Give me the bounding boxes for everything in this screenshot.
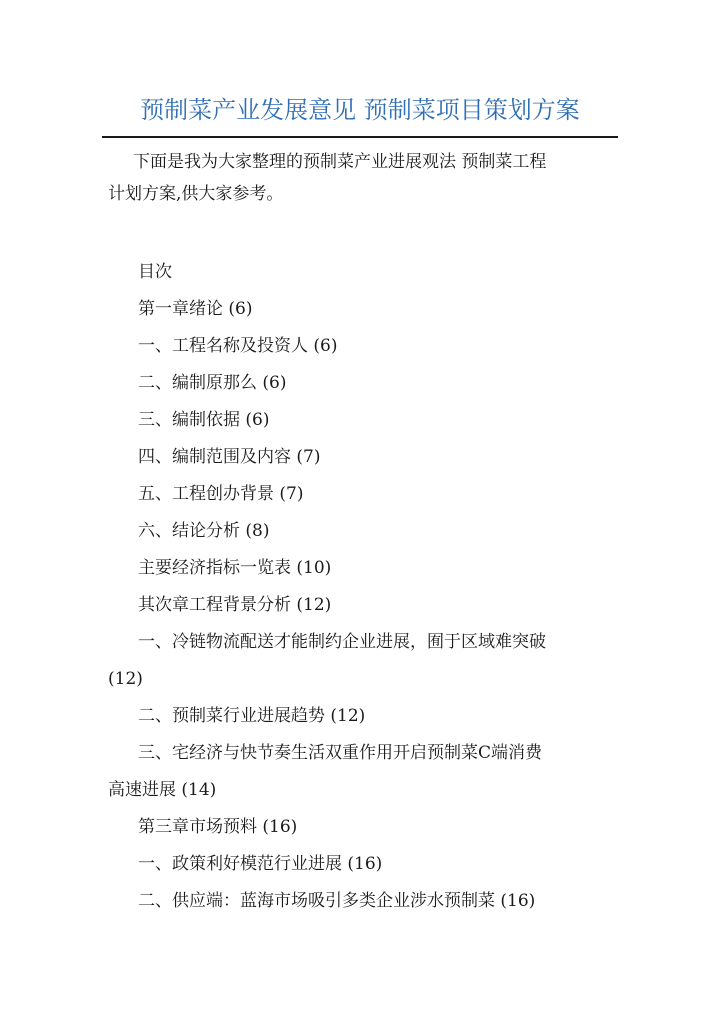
toc-item: 二、预制菜行业进展趋势 (12) <box>138 706 366 726</box>
toc-item: 三、编制依据 (6) <box>138 410 270 430</box>
toc-item: 其次章工程背景分析 (12) <box>138 595 332 615</box>
intro-line-2: 计划方案,供大家参考。 <box>108 184 284 204</box>
toc-item-continuation: (12) <box>108 669 143 689</box>
toc-item: 第一章绪论 (6) <box>138 299 253 319</box>
intro-line-1: 下面是我为大家整理的预制菜产业进展观法 预制菜工程 <box>133 152 547 172</box>
intro-paragraph <box>108 146 618 210</box>
toc-item: 五、工程创办背景 (7) <box>138 484 304 504</box>
toc-item-wrapped <box>108 624 618 698</box>
toc-item: 二、供应端：蓝海市场吸引多类企业涉水预制菜 (16) <box>138 891 536 911</box>
title-underline <box>102 136 618 138</box>
toc-heading: 目次 <box>138 262 172 282</box>
toc-item-wrapped <box>108 735 618 809</box>
table-of-contents <box>108 254 618 920</box>
toc-item: 第三章市场预料 (16) <box>138 817 298 837</box>
toc-item: 主要经济指标一览表 (10) <box>138 558 332 578</box>
document-title: 预制菜产业发展意见 预制菜项目策划方案 <box>140 96 580 124</box>
toc-item: 六、结论分析 (8) <box>138 521 270 541</box>
toc-item: 一、政策利好模范行业进展 (16) <box>138 854 383 874</box>
toc-item-line: 三、宅经济与快节奏生活双重作用开启预制菜C端消费 <box>138 743 543 763</box>
toc-item: 二、编制原那么 (6) <box>138 373 287 393</box>
toc-item: 一、工程名称及投资人 (6) <box>138 336 338 356</box>
toc-item: 四、编制范围及内容 (7) <box>138 447 321 467</box>
toc-item-continuation: 高速进展 (14) <box>108 780 217 800</box>
toc-item-line: 一、冷链物流配送才能制约企业进展，囿于区域难突破 <box>138 632 546 652</box>
